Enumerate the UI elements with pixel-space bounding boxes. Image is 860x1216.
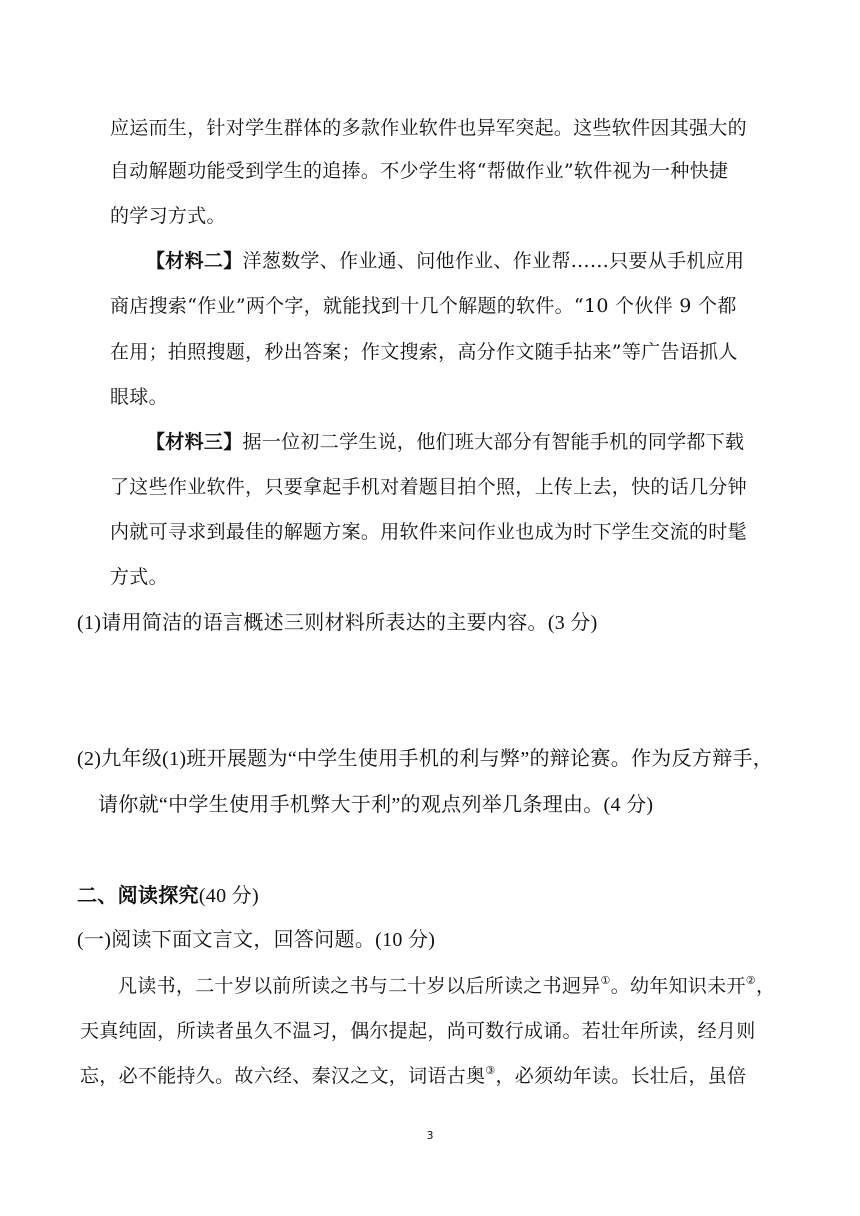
classical-text: ，必须幼年读。长壮后，虽倍: [495, 1065, 747, 1087]
section-title: 二、阅读探究: [77, 883, 199, 907]
material-one-line: 应运而生，针对学生群体的多款作业软件也异军突起。这些软件因其强大的: [110, 117, 747, 139]
page-number: 3: [426, 1129, 434, 1142]
footnote-mark: ③: [485, 1064, 496, 1077]
material-three-first-line: [146, 430, 744, 454]
question-1: (1)请用简洁的语言概述三则材料所表达的主要内容。(3 分): [77, 612, 598, 634]
material-three-text: 据一位初二学生说，他们班大部分有智能手机的同学都下载: [242, 431, 745, 453]
classical-text-line: [118, 974, 775, 998]
material-three-line: 内就可寻求到最佳的解题方案。用软件来问作业也成为时下学生交流的时髦: [110, 521, 747, 543]
material-two-text: 洋葱数学、作业通、问他作业、作业帮……只要从手机应用: [242, 250, 745, 272]
material-three-line: 方式。: [110, 566, 168, 588]
question-2-line-1: (2)九年级(1)班开展题为“中学生使用手机的利与弊”的辩论赛。作为反方辩手，: [77, 748, 774, 770]
classical-text-line: 天真纯固，所读者虽久不温习，偶尔提起，尚可数行成诵。若壮年所读，经月则: [80, 1020, 756, 1042]
material-two-first-line: [146, 249, 744, 273]
material-three-line: 了这些作业软件，只要拿起手机对着题目拍个照，上传上去，快的话几分钟: [110, 476, 747, 498]
material-one-line: 自动解题功能受到学生的追捧。不少学生将“帮做作业”软件视为一种快捷: [110, 160, 729, 182]
material-two-line: 在用；拍照搜题，秒出答案；作文搜索，高分作文随手拈来”等广告语抓人: [110, 341, 738, 363]
subsection-heading: (一)阅读下面文言文，回答问题。(10 分): [77, 929, 436, 951]
classical-text: ，: [755, 975, 776, 997]
material-two-line: 眼球。: [110, 386, 168, 408]
material-two-line: 商店搜索“作业”两个字，就能找到十几个解题的软件。“10 个伙伴 9 个都: [110, 295, 737, 317]
classical-text: 凡读书，二十岁以前所读之书与二十岁以后所读之书迥异: [118, 975, 601, 997]
material-one-line: 的学习方式。: [110, 205, 226, 227]
classical-text-line: [80, 1064, 746, 1088]
section-score: (40 分): [198, 885, 259, 907]
classical-text: 忘，必不能持久。故六经、秦汉之文，词语古奥: [80, 1065, 486, 1087]
section-heading: [77, 883, 259, 908]
footnote-mark: ②: [745, 974, 756, 987]
material-two-tag: 【材料二】: [146, 250, 243, 272]
footnote-mark: ①: [600, 974, 611, 987]
question-2-line-2: 请你就“中学生使用手机弊大于利”的观点列举几条理由。(4 分): [98, 794, 654, 816]
material-three-tag: 【材料三】: [146, 431, 243, 453]
classical-text: 。幼年知识未开: [610, 975, 746, 997]
